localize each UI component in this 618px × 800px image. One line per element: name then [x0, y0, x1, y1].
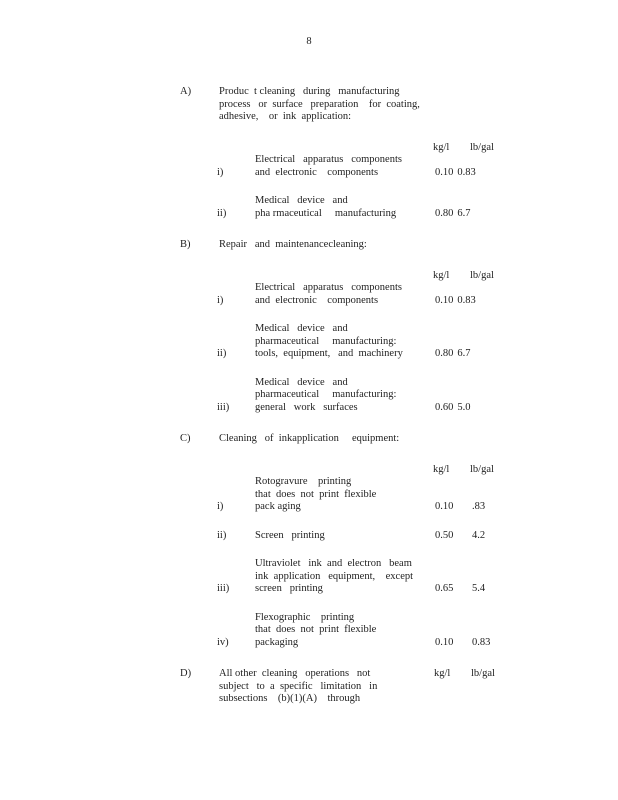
lb-value: 6.7 [457, 348, 471, 359]
kg-value: 0.80 [435, 207, 454, 219]
kg-value: 0.65 [435, 583, 454, 594]
section-label: B) [180, 239, 191, 250]
units-header-row [0, 142, 618, 155]
item-description [255, 558, 435, 596]
lb-value: 0.83 [457, 166, 476, 178]
text-line: All other cleaning operations not [219, 668, 371, 679]
limit-item-row [0, 323, 618, 361]
lb-value: .83 [472, 501, 486, 512]
page-number: 8 [306, 36, 312, 47]
units-header-row [0, 464, 618, 477]
limit-item-row [0, 195, 618, 220]
item-numeral: ii) [217, 529, 227, 541]
item-description [255, 323, 435, 361]
lb-value: 0.83 [472, 636, 491, 648]
section-label: A) [180, 86, 192, 97]
kg-value: 0.50 [435, 529, 454, 541]
text-line: Repair and maintenancecleaning: [219, 239, 367, 250]
unit-kg-label: kg/l [434, 668, 451, 679]
text-line: packaging [255, 636, 299, 648]
kg-value: 0.10 [435, 501, 454, 512]
item-values [435, 208, 471, 221]
item-values [435, 167, 476, 180]
lb-value: 6.7 [457, 207, 471, 219]
item-values [435, 501, 485, 514]
unit-kg-label: kg/l [433, 463, 450, 475]
text-line: subsections (b)(1)(A) through [219, 693, 361, 704]
kg-value: 0.80 [435, 348, 454, 359]
item-values [435, 402, 471, 415]
limit-item-row [0, 558, 618, 596]
text-line: that does not print flexible [255, 624, 377, 635]
lb-value: 5.4 [472, 583, 486, 594]
item-values [435, 295, 476, 308]
unit-lb-label: lb/gal [471, 668, 495, 679]
text-line: Ultraviolet ink and electron beam [255, 558, 412, 569]
item-numeral: i) [217, 294, 224, 306]
item-values [435, 530, 485, 543]
section-heading-row [0, 668, 618, 706]
item-description [255, 195, 435, 220]
item-numeral: iii) [217, 583, 230, 594]
text-line: Medical device and [255, 323, 348, 334]
text-line: Rotogravure printing [255, 476, 352, 487]
text-line: Electrical apparatus components [255, 154, 402, 165]
text-line: and electronic components [255, 294, 379, 306]
section-heading-row [0, 86, 618, 124]
section [0, 86, 618, 220]
section-label: C) [180, 433, 191, 444]
item-numeral: iv) [217, 636, 229, 648]
item-description [255, 530, 435, 543]
section-items [0, 476, 618, 649]
text-line: subject to a specific limitation in [219, 680, 378, 692]
text-line: process or surface preparation for coating, [219, 98, 420, 110]
text-line: tools, equipment, and machinery [255, 348, 403, 359]
section [0, 668, 618, 706]
limit-item-row [0, 612, 618, 650]
unit-lb-label: lb/gal [470, 269, 494, 281]
kg-value: 0.10 [435, 294, 454, 306]
section-heading [219, 239, 434, 252]
unit-lb-label: lb/gal [470, 141, 494, 153]
units-header-row [0, 270, 618, 283]
text-line: pharmaceutical manufacturing: [255, 389, 397, 400]
item-description [255, 154, 435, 179]
item-description [255, 612, 435, 650]
kg-value: 0.10 [435, 166, 454, 178]
item-description [255, 282, 435, 307]
unit-lb-label: lb/gal [470, 463, 494, 475]
text-line: pharmaceutical manufacturing: [255, 335, 397, 347]
lb-value: 0.83 [457, 294, 476, 306]
text-line: Medical device and [255, 195, 348, 206]
section-heading-row [0, 239, 618, 252]
section [0, 433, 618, 649]
text-line: adhesive, or ink application: [219, 111, 352, 122]
item-description [255, 377, 435, 415]
section-items [0, 154, 618, 220]
text-line: Flexographic printing [255, 611, 355, 623]
text-line: that does not print flexible [255, 488, 377, 500]
text-line: pha rmaceutical manufacturing [255, 207, 397, 219]
text-line: Produc t cleaning during manufacturing [219, 86, 400, 97]
unit-kg-label: kg/l [433, 141, 450, 153]
section-label: D) [180, 668, 192, 679]
text-line: Medical device and [255, 376, 348, 388]
text-line: and electronic components [255, 166, 379, 178]
section-heading [219, 86, 434, 124]
kg-value: 0.10 [435, 636, 454, 648]
item-numeral: i) [217, 166, 224, 178]
limit-item-row [0, 154, 618, 179]
item-values [435, 348, 471, 361]
text-line: pack aging [255, 501, 301, 512]
kg-value: 0.60 [435, 401, 454, 413]
text-line: Cleaning of inkapplication equipment: [219, 433, 400, 444]
text-line: ink application equipment, except [255, 570, 414, 582]
limit-item-row [0, 530, 618, 543]
item-numeral: ii) [217, 207, 227, 219]
item-numeral: iii) [217, 401, 230, 413]
limit-item-row [0, 476, 618, 514]
text-line: screen printing [255, 583, 323, 594]
item-numeral: ii) [217, 348, 227, 359]
lb-value: 4.2 [472, 529, 486, 541]
section-heading [219, 433, 434, 446]
limit-item-row [0, 282, 618, 307]
section-items [0, 282, 618, 414]
text-line: Electrical apparatus components [255, 282, 402, 293]
section [0, 239, 618, 414]
units-header-inline [434, 668, 495, 681]
item-description [255, 476, 435, 514]
unit-kg-label: kg/l [433, 269, 450, 281]
item-values [435, 637, 490, 650]
text-line: general work surfaces [255, 401, 358, 413]
limit-item-row [0, 377, 618, 415]
text-line: Screen printing [255, 529, 325, 541]
item-numeral: i) [217, 501, 224, 512]
section-heading [219, 668, 434, 706]
lb-value: 5.0 [457, 401, 471, 413]
item-values [435, 583, 485, 596]
section-heading-row [0, 433, 618, 446]
document-content [0, 86, 618, 706]
